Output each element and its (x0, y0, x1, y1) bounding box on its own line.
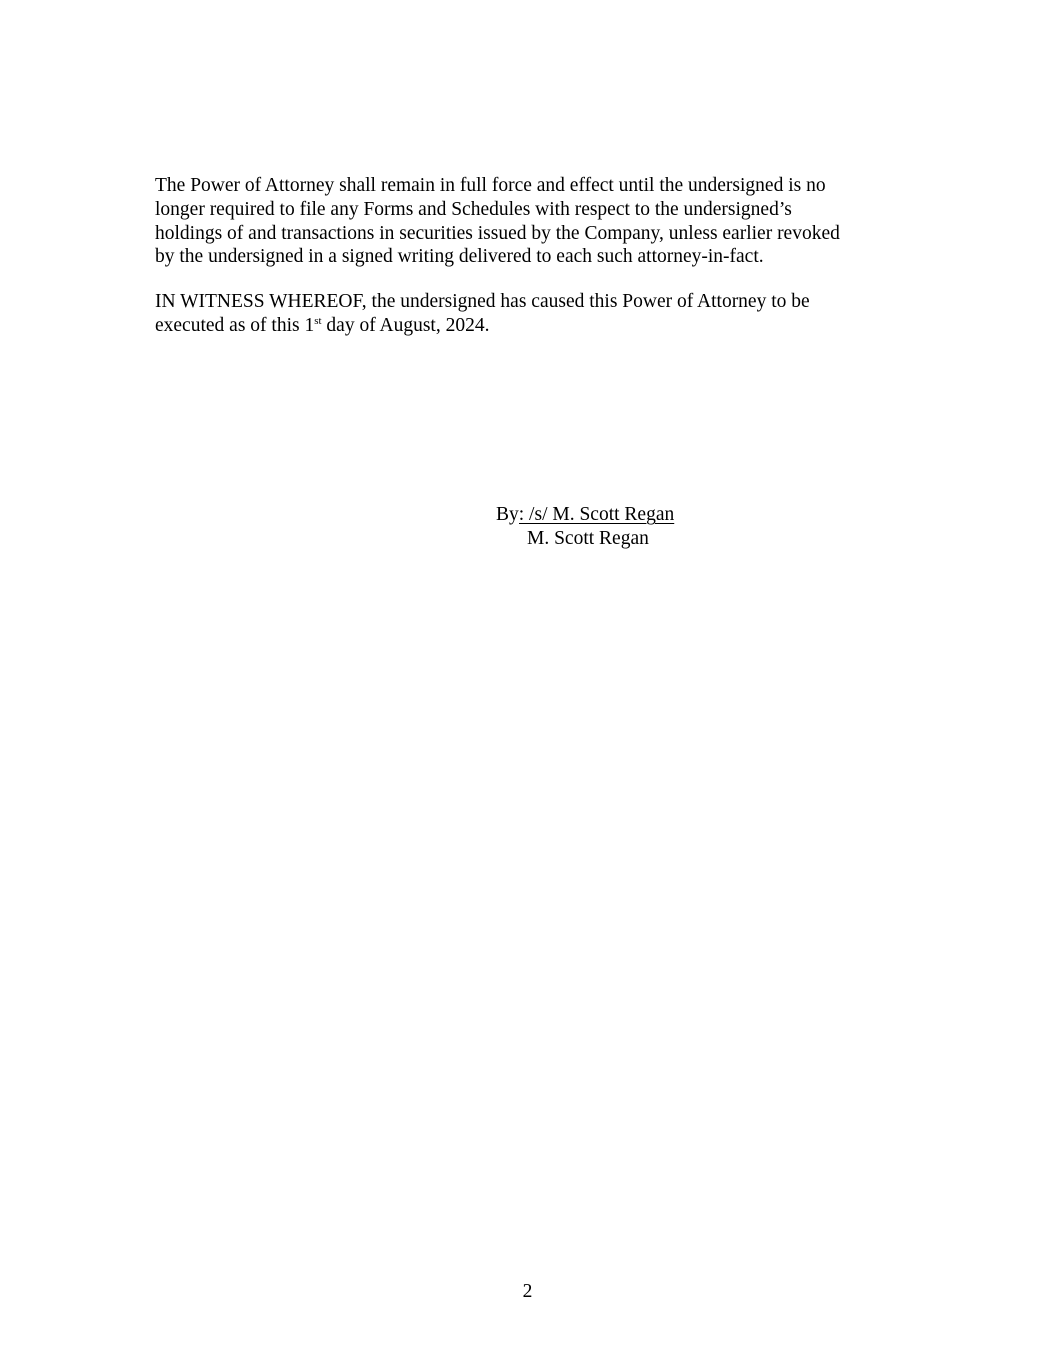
paragraph-line: longer required to file any Forms and Schedules with respect to the undersigned’s (155, 198, 792, 220)
paragraph-line: The Power of Attorney shall remain in full force and effect until the undersigned is no (155, 175, 826, 196)
by-label: By (496, 504, 519, 525)
page-number: 2 (522, 1281, 533, 1302)
execution-date-line (155, 314, 900, 338)
signature-block (496, 503, 906, 551)
signature-text: : /s/ M. Scott Regan (518, 504, 675, 525)
signature-line (496, 503, 906, 527)
paragraph-line: IN WITNESS WHEREOF, the undersigned has caused this Power of Attorney to be (155, 291, 810, 312)
paragraph-line: holdings of and transactions in securities issued by the Company, unless earlier revoked (155, 222, 840, 244)
signer-printed-name: M. Scott Regan (527, 528, 649, 549)
execution-text-before: executed as of this 1 (155, 314, 315, 336)
duration-paragraph (155, 174, 900, 269)
ordinal-suffix: st (314, 314, 322, 327)
paragraph-line: by the undersigned in a signed writing delivered to each such attorney-in-fact. (155, 246, 764, 268)
execution-text-after: day of August, 2024. (321, 314, 490, 336)
witness-paragraph (155, 290, 900, 338)
